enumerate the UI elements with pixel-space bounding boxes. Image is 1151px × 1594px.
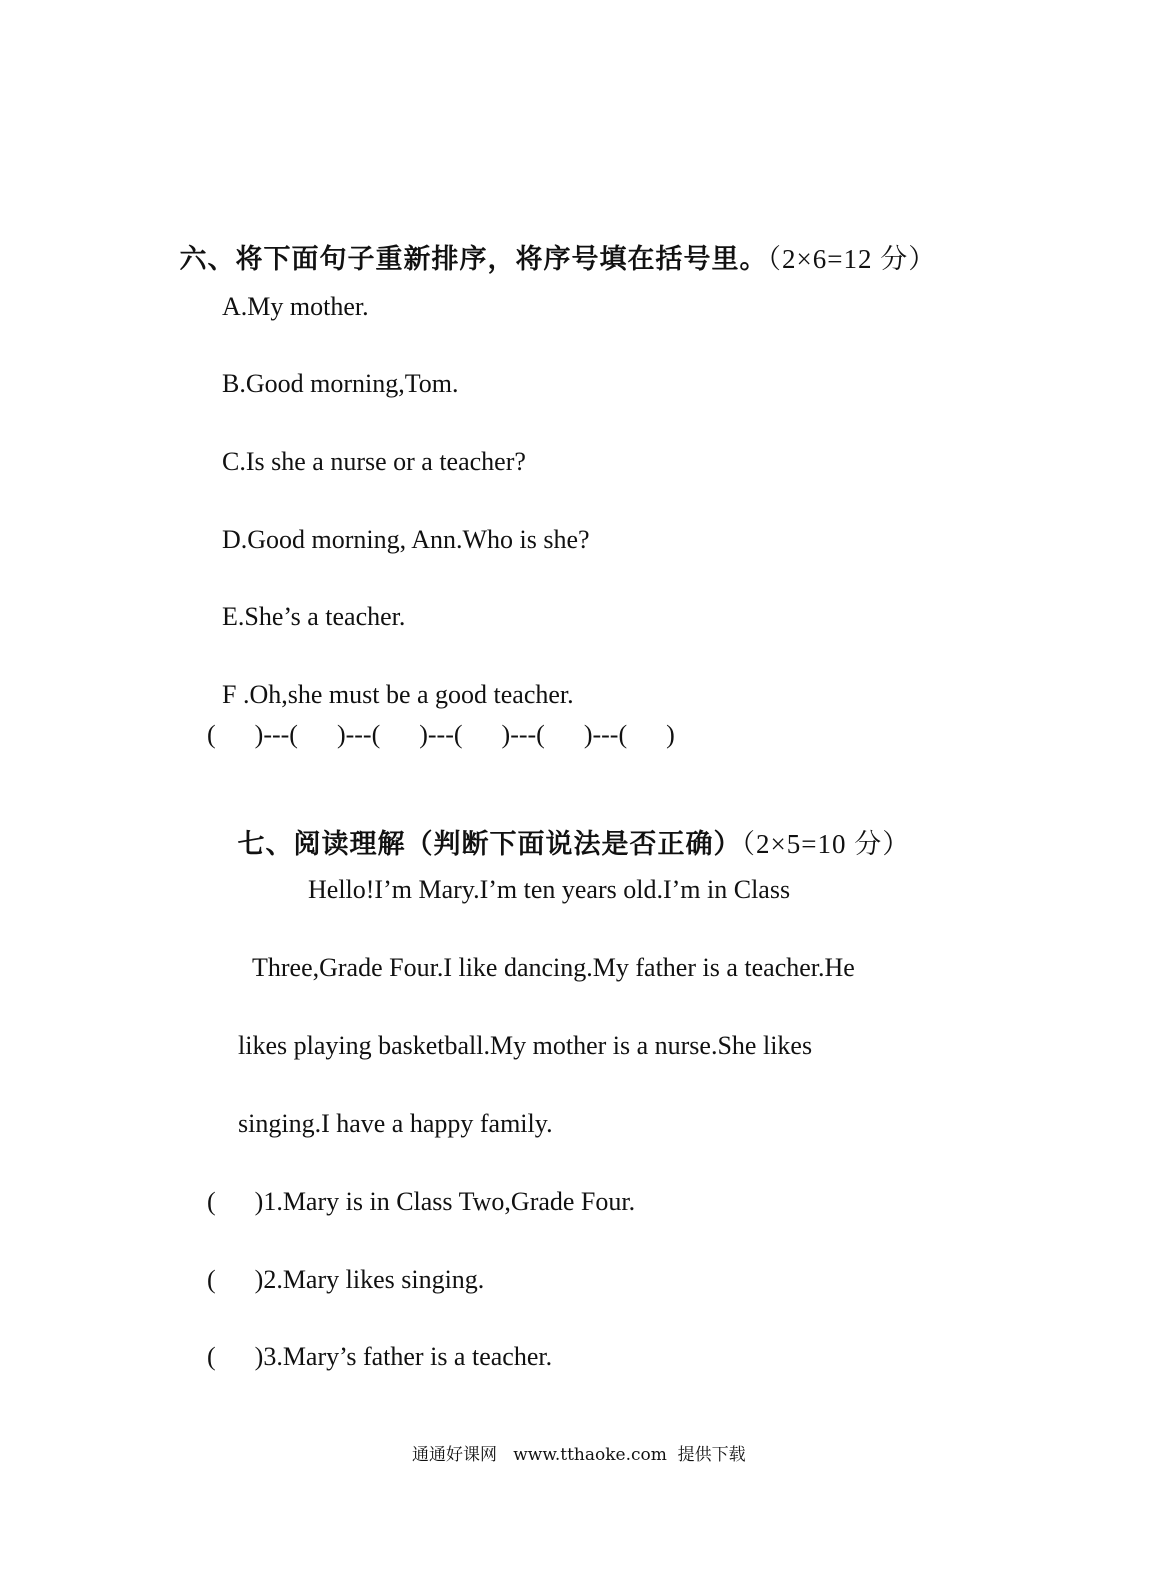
- option-e: E.She’s a teacher.: [222, 602, 406, 631]
- question-2: ( )2.Mary likes singing.: [207, 1265, 485, 1294]
- passage-line-1: Hello!I’m Mary.I’m ten years old.I’m in Class: [308, 875, 791, 904]
- section-7-title: 七、阅读理解（判断下面说法是否正确）: [237, 829, 742, 859]
- option-b: B.Good morning,Tom.: [222, 369, 459, 398]
- option-f: F .Oh,she must be a good teacher.: [222, 680, 574, 709]
- answer-row: ( )---( )---( )---( )---( )---( ): [207, 720, 675, 749]
- section-7-score: （2×5=10 分）: [741, 829, 911, 859]
- question-3: ( )3.Mary’s father is a teacher.: [207, 1342, 553, 1371]
- section-6-title: 六、将下面句子重新排序，将序号填在括号里。: [179, 244, 768, 274]
- section-6-heading: [164, 211, 936, 275]
- page-footer: 通通好课网 www.tthaoke.com 提供下载: [412, 1445, 746, 1465]
- option-a: A.My mother.: [222, 292, 369, 321]
- section-6-score: （2×6=12 分）: [767, 244, 937, 274]
- option-c: C.Is she a nurse or a teacher?: [222, 447, 526, 476]
- section-7-heading: [222, 796, 910, 860]
- question-1: ( )1.Mary is in Class Two,Grade Four.: [207, 1187, 636, 1216]
- option-d: D.Good morning, Ann.Who is she?: [222, 525, 590, 554]
- passage-line-2: Three,Grade Four.I like dancing.My father is a teacher.He: [252, 953, 855, 982]
- passage-line-4: singing.I have a happy family.: [238, 1109, 553, 1138]
- passage-line-3: likes playing basketball.My mother is a nurse.She likes: [238, 1031, 813, 1060]
